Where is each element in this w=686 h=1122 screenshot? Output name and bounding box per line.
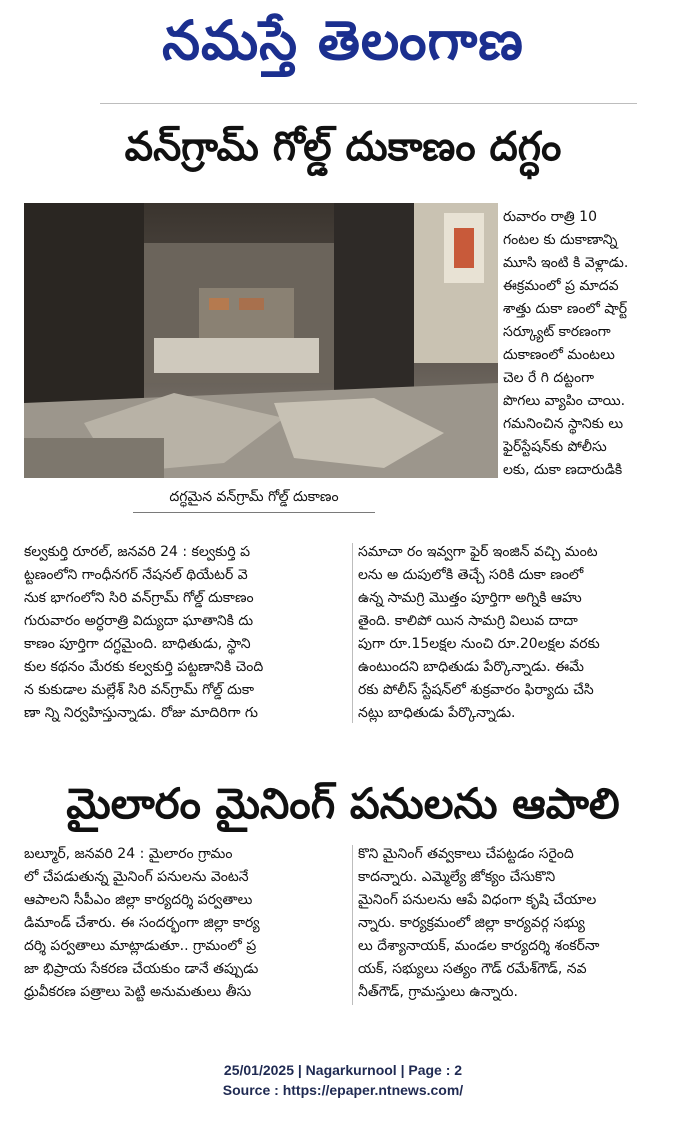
body-line: మైనింగ్ పనులను ఆపే విధంగా కృషి చేయాల [358,892,597,908]
body-line: రకు పోలీస్ స్టేషన్‌లో శుక్రవారం ఫిర్యాదు చేసి [358,682,594,698]
column-divider [352,845,353,1005]
side-line: దుకాణంలో మంటలు [503,347,615,363]
body-line: ధ్రువీకరణ పత్రాలు పెట్టి అనుమతులు తీసు [24,984,252,1000]
body-line: ణా న్ని నిర్వహిస్తున్నాడు. రోజు మాదిరిగా గు [24,705,258,721]
body-line: దర్శి పర్వతాలు మాట్లాడుతూ.. గ్రామంలో ప్ర [24,938,257,954]
body-line: కుల కథనం మేరకు కల్వకుర్తి పట్టణానికి చెంది [24,659,264,675]
side-line: శాత్తు దుకా ణంలో షార్ట్ [503,301,628,317]
body-line: యక్, సభ్యులు సత్యం గౌడ్ రమేశ్‌గౌడ్, నవ [358,961,587,977]
body-line: తైంది. కాలిపో యిన సామగ్రి విలువ దాదా [358,613,578,629]
body-line: కాదన్నారు. ఎమ్మెల్యే జోక్యం చేసుకొని [358,869,556,885]
side-line: ఈక్రమంలో ప్ర మాదవ [503,278,619,294]
side-line: లకు, దుకా ణదారుడికి [503,462,623,478]
article1-left-column [24,541,348,725]
side-line: చెల రే గి దట్టంగా [503,370,595,386]
body-line: గురువారం అర్ధరాత్రి విద్యుదా ఘాతానికి దు [24,613,254,629]
caption-underline [133,512,375,513]
side-line: ఫైర్‌స్టేషన్‌కు పోలీసు [503,439,607,455]
body-line: ట్టణంలోని గాంధీనగర్ నేషనల్ థియేటర్ వె [24,567,248,583]
body-line: సమాచా రం ఇవ్వగా ఫైర్ ఇంజిన్ వచ్చి మంట [358,544,598,560]
body-line: కొని మైనింగ్ తవ్వకాలు చేపట్టడం సరైంది [358,846,574,862]
column-divider [352,543,353,723]
body-line: కాణం పూర్తిగా దగ్ధమైంది. బాధితుడు, స్థాని [24,636,251,652]
side-line: గంటల కు దుకాణాన్ని [503,232,618,248]
footer-source-link[interactable]: Source : https://epaper.ntnews.com/ [222,1082,464,1098]
header-divider [100,103,637,104]
body-line: జా భిప్రాయ సేకరణ చేయకుం డానే తప్పుడు [24,961,259,977]
side-line: మూసి ఇంటి కి వెళ్లాడు. [503,255,629,271]
article2-right-column [358,843,658,1004]
body-line: నుక భాగంలోని సిరి వన్‌గ్రామ్ గోల్డ్ దుకాణం [24,590,254,606]
body-line: లు దేశ్యానాయక్, మండల కార్యదర్శి శంకర్‌నా [358,938,600,954]
body-line: ఆపాలని సీపీఎం జిల్లా కార్యదర్శి పర్వతాలు [24,892,253,908]
side-line: రువారం రాత్రి 10 [503,209,597,225]
article1-right-column [358,541,658,725]
photo-caption: దగ్ధమైన వన్‌గ్రామ్ గోల్డ్ దుకాణం [169,489,339,505]
body-line: కల్వకుర్తి రూరల్, జనవరి 24 : కల్వకుర్తి ప [24,544,251,560]
body-line: డిమాండ్ చేశారు. ఈ సందర్భంగా జిల్లా కార్య [24,915,260,931]
article2-headline: మైలారం మైనింగ్ పనులను ఆపాలి [66,779,620,828]
masthead [0,6,686,76]
side-line: పొగలు వ్యాపిం చాయి. [503,393,626,409]
body-line: పుగా రూ.15లక్షల నుంచి రూ.20లక్షల వరకు [358,636,600,652]
newspaper-title: నమస్తే తెలంగాణ [162,9,524,72]
body-line: ఉంటుందని బాధితుడు పేర్కొన్నాడు. ఈమే [358,659,584,675]
side-line: గమనించిన స్థానికు లు [503,416,624,432]
body-line: న కుకుడాల మల్లేశ్ సిరి వన్‌గ్రామ్ గోల్డ్ దుకా [24,682,255,698]
body-line: లను అ దుపులోకి తెచ్చే సరికి దుకా ణంలో [358,567,584,583]
body-line: బల్మూర్, జనవరి 24 : మైలారం గ్రామం [24,846,233,862]
article2-left-column [24,843,348,1004]
article1-side-column [503,206,655,482]
body-line: న్నారు. కార్యక్రమంలో జిల్లా కార్యవర్గ సభ్యు [358,915,585,931]
body-line: ఉన్న సామగ్రి మొత్తం పూర్తిగా అగ్నికి ఆహు [358,590,582,606]
body-line: నీత్‌గౌడ్, గ్రామస్తులు ఉన్నారు. [358,984,518,1000]
article1-headline: వన్‌గ్రామ్ గోల్డ్ దుకాణం దగ్ధం [124,124,562,170]
footer-date-edition: 25/01/2025 | Nagarkurnool | Page : 2 [223,1062,463,1078]
body-line: నట్లు బాధితుడు పేర్కొన్నాడు. [358,705,516,721]
side-line: సర్క్యూట్ కారణంగా [503,324,611,340]
body-line: లో చేపడుతున్న మైనింగ్ పనులను వెంటనే [24,869,249,885]
fire-photo [24,203,498,478]
